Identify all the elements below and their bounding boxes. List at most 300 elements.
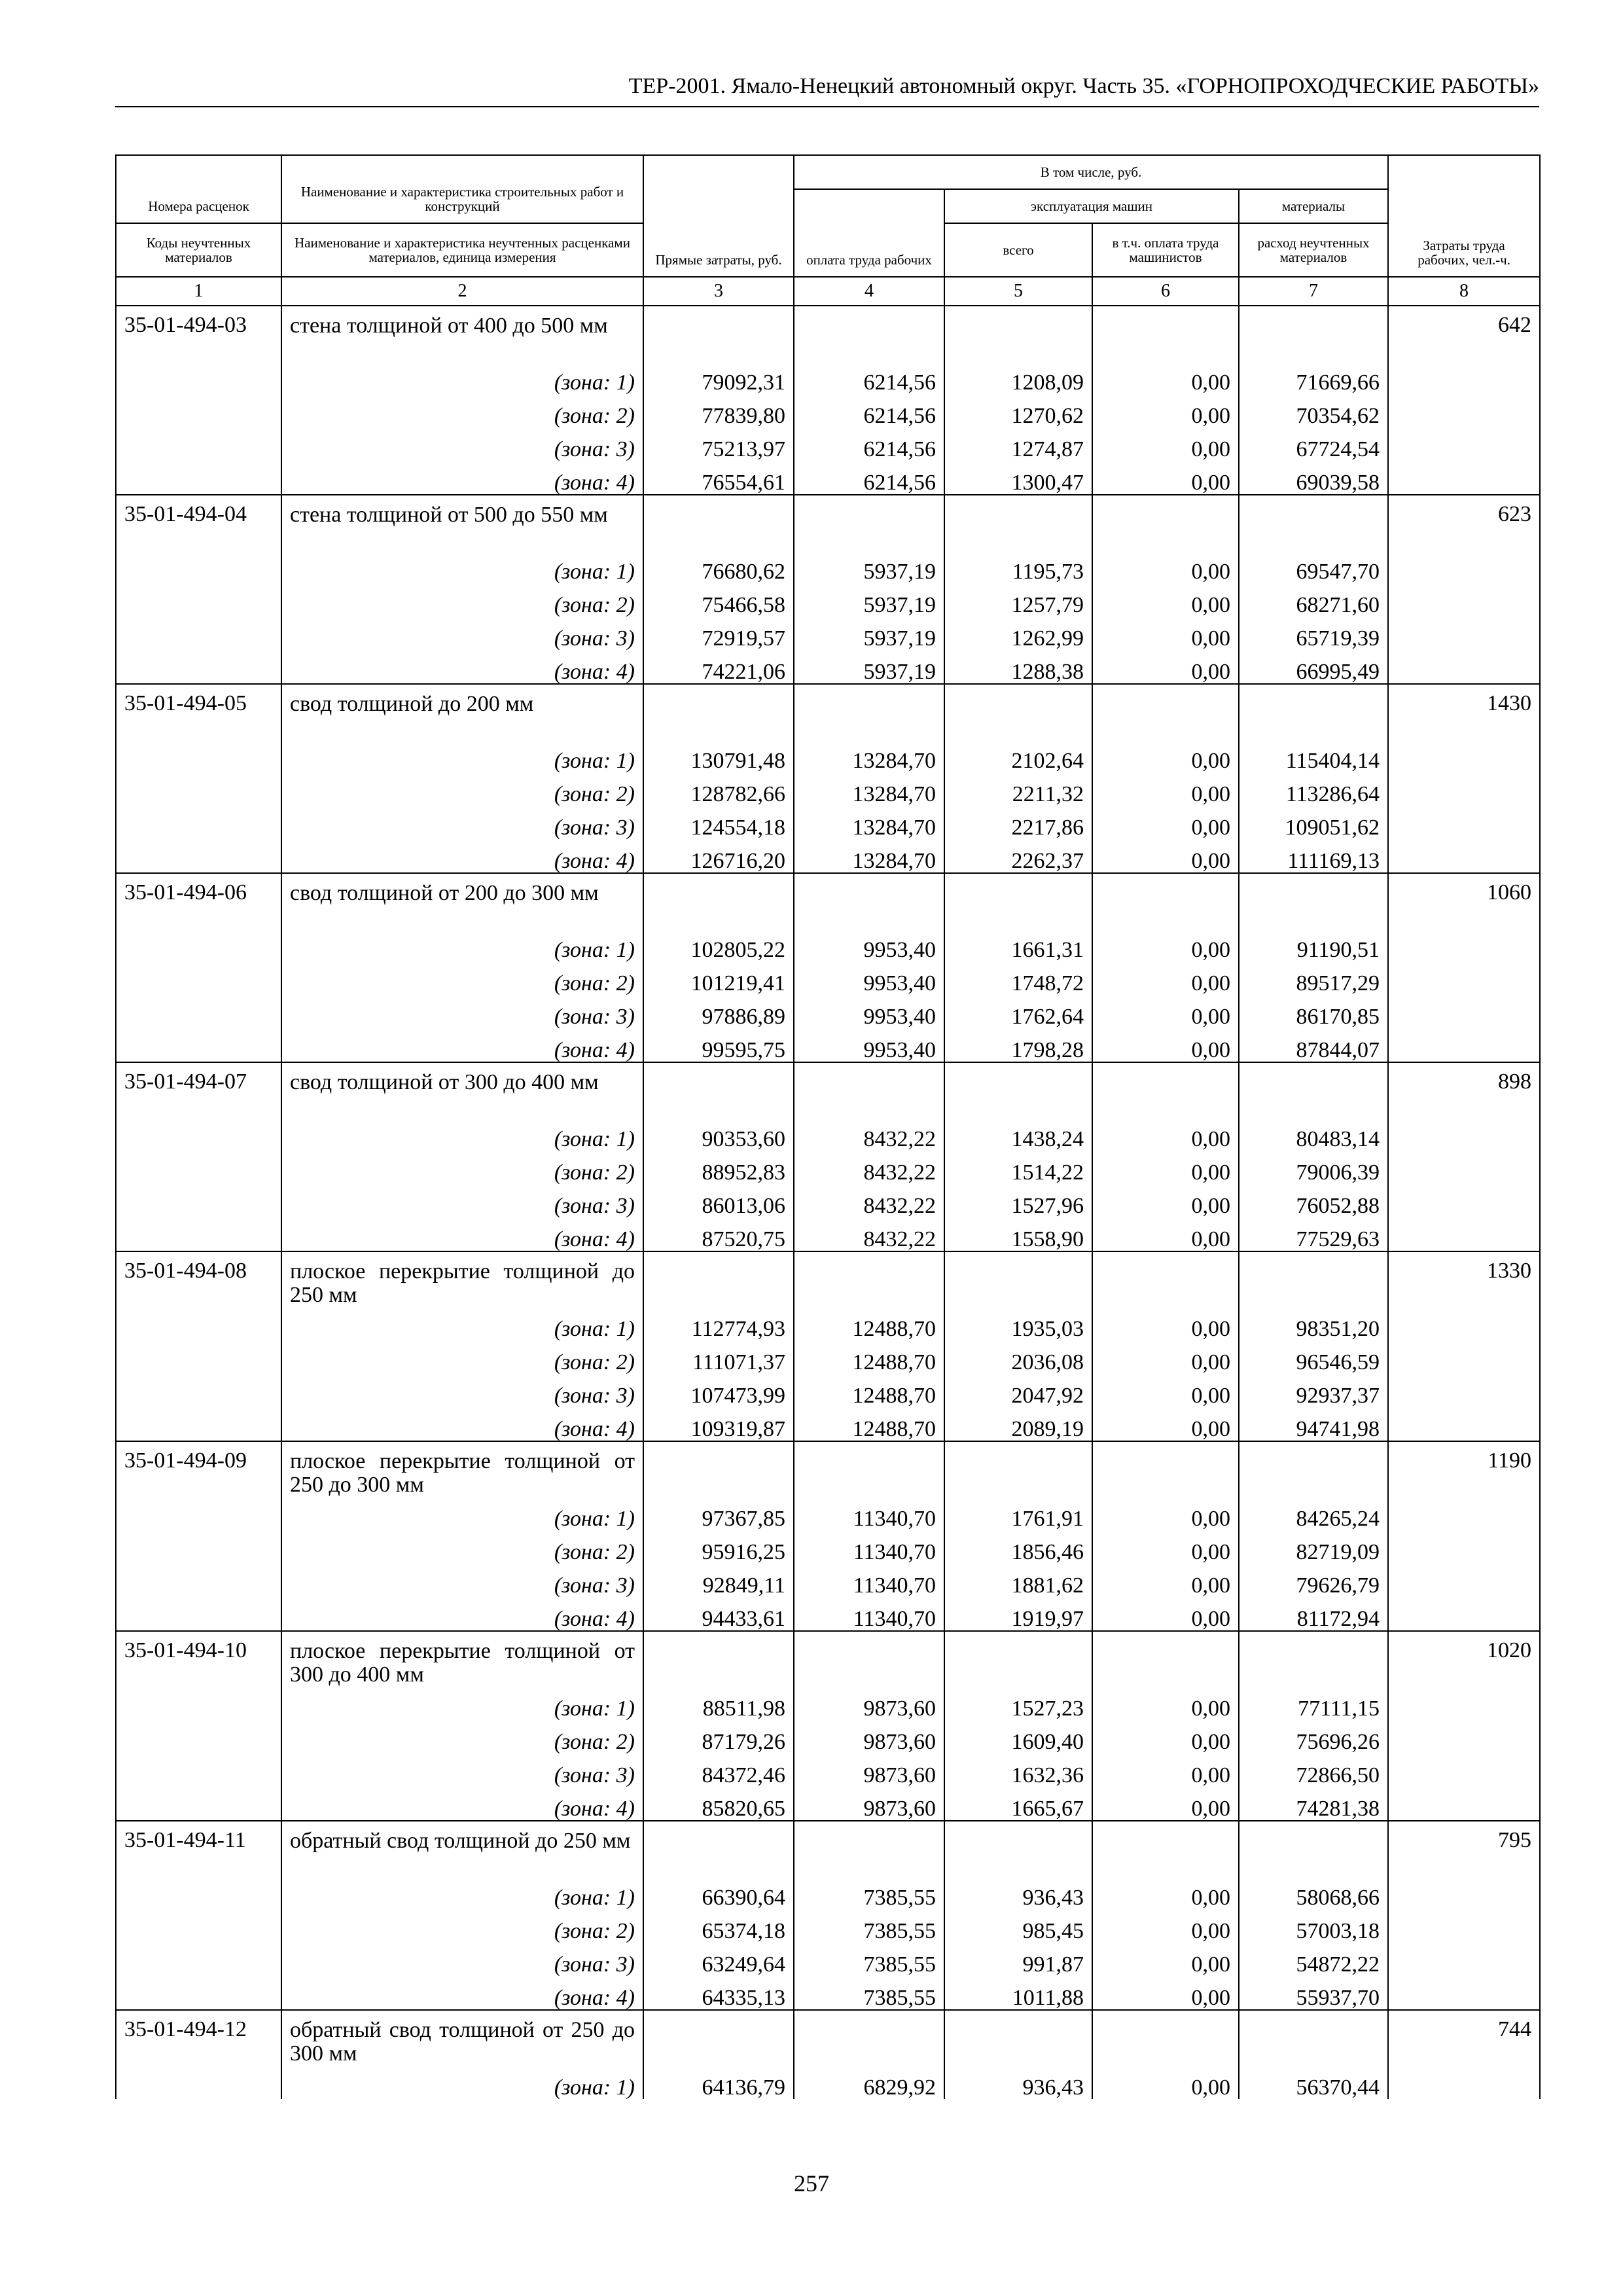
- operator-wages-cell: 0,00: [1092, 1597, 1239, 1631]
- column-number: 8: [1388, 277, 1540, 306]
- direct-costs-cell: 97367,85: [643, 1497, 794, 1530]
- worker-wages-cell: 9873,60: [794, 1687, 944, 1720]
- direct-costs-cell: 92849,11: [643, 1564, 794, 1597]
- operator-wages-cell: 0,00: [1092, 1753, 1239, 1787]
- direct-costs-cell: 75466,58: [643, 583, 794, 617]
- direct-costs-cell: 87179,26: [643, 1720, 794, 1753]
- table-header: [116, 155, 1540, 306]
- operator-wages-cell: 0,00: [1092, 427, 1239, 461]
- worker-wages-cell: 8432,22: [794, 1151, 944, 1184]
- operator-wages-cell: 0,00: [1092, 1876, 1239, 1909]
- operator-wages-cell: 0,00: [1092, 928, 1239, 961]
- zone-label: (зона: 4): [281, 839, 643, 873]
- column-number: 5: [944, 277, 1092, 306]
- materials-cell: 96546,59: [1239, 1340, 1388, 1374]
- machines-total-cell: 1661,31: [944, 928, 1092, 961]
- zone-label: (зона: 4): [281, 1976, 643, 2010]
- machines-total-cell: 1438,24: [944, 1117, 1092, 1151]
- direct-costs-cell: 76680,62: [643, 550, 794, 583]
- operator-wages-cell: 0,00: [1092, 394, 1239, 427]
- zone-row: [116, 1497, 1540, 1530]
- labor-costs-cell: 744: [1388, 2010, 1540, 2099]
- labor-costs-cell: 1020: [1388, 1631, 1540, 1821]
- worker-wages-cell: 8432,22: [794, 1184, 944, 1217]
- materials-cell: 82719,09: [1239, 1530, 1388, 1564]
- worker-wages-cell: 5937,19: [794, 617, 944, 650]
- labor-costs-cell: 642: [1388, 306, 1540, 495]
- zone-row: [116, 1753, 1540, 1787]
- zone-label: (зона: 2): [281, 961, 643, 995]
- materials-cell: 77111,15: [1239, 1687, 1388, 1720]
- header-unaccounted-materials: расход неучтенных материалов: [1239, 223, 1388, 277]
- worker-wages-cell: 5937,19: [794, 583, 944, 617]
- materials-cell: 65719,39: [1239, 617, 1388, 650]
- worker-wages-cell: 13284,70: [794, 772, 944, 806]
- column-number: 4: [794, 277, 944, 306]
- operator-wages-cell: 0,00: [1092, 1374, 1239, 1407]
- worker-wages-cell: 12488,70: [794, 1374, 944, 1407]
- worker-wages-cell: 7385,55: [794, 1909, 944, 1943]
- direct-costs-cell: 77839,80: [643, 394, 794, 427]
- zone-row: [116, 739, 1540, 772]
- direct-costs-cell: 72919,57: [643, 617, 794, 650]
- materials-cell: 67724,54: [1239, 427, 1388, 461]
- machines-total-cell: 2089,19: [944, 1407, 1092, 1441]
- machines-total-cell: 1527,96: [944, 1184, 1092, 1217]
- machines-total-cell: 1798,28: [944, 1028, 1092, 1062]
- machines-total-cell: 1262,99: [944, 617, 1092, 650]
- operator-wages-cell: 0,00: [1092, 1720, 1239, 1753]
- worker-wages-cell: 12488,70: [794, 1407, 944, 1441]
- zone-row: [116, 839, 1540, 873]
- direct-costs-cell: 74221,06: [643, 650, 794, 684]
- materials-cell: 68271,60: [1239, 583, 1388, 617]
- materials-cell: 84265,24: [1239, 1497, 1388, 1530]
- machines-total-cell: 1208,09: [944, 361, 1092, 394]
- rate-entry-row: [116, 873, 1540, 928]
- direct-costs-cell: 85820,65: [643, 1787, 794, 1821]
- worker-wages-cell: 6829,92: [794, 2066, 944, 2099]
- worker-wages-cell: 13284,70: [794, 739, 944, 772]
- machines-total-cell: 1665,67: [944, 1787, 1092, 1821]
- zone-label: (зона: 1): [281, 739, 643, 772]
- labor-costs-cell: 1060: [1388, 873, 1540, 1062]
- header-operator-wages: в т.ч. оплата труда машинистов: [1092, 223, 1239, 277]
- header-machine-operation: эксплуатация машин: [944, 189, 1239, 223]
- rate-title: обратный свод толщиной до 250 мм: [281, 1821, 643, 1876]
- rate-entry-row: [116, 2010, 1540, 2066]
- zone-row: [116, 1307, 1540, 1340]
- direct-costs-cell: 101219,41: [643, 961, 794, 995]
- zone-label: (зона: 3): [281, 995, 643, 1028]
- rate-title: свод толщиной от 300 до 400 мм: [281, 1062, 643, 1117]
- worker-wages-cell: 11340,70: [794, 1497, 944, 1530]
- worker-wages-cell: 9953,40: [794, 961, 944, 995]
- direct-costs-cell: 130791,48: [643, 739, 794, 772]
- rate-entry-row: [116, 306, 1540, 361]
- rate-entry-row: [116, 1631, 1540, 1687]
- zone-row: [116, 1976, 1540, 2010]
- direct-costs-cell: 84372,46: [643, 1753, 794, 1787]
- materials-cell: 111169,13: [1239, 839, 1388, 873]
- rate-title: стена толщиной от 400 до 500 мм: [281, 306, 643, 361]
- worker-wages-cell: 6214,56: [794, 461, 944, 495]
- header-work-name: Наименование и характеристика строительных работ и конструкций: [281, 155, 643, 223]
- worker-wages-cell: 8432,22: [794, 1217, 944, 1251]
- machines-total-cell: 1609,40: [944, 1720, 1092, 1753]
- machines-total-cell: 1288,38: [944, 650, 1092, 684]
- machines-total-cell: 2036,08: [944, 1340, 1092, 1374]
- direct-costs-cell: 111071,37: [643, 1340, 794, 1374]
- zone-label: (зона: 2): [281, 1909, 643, 1943]
- direct-costs-cell: 94433,61: [643, 1597, 794, 1631]
- materials-cell: 91190,51: [1239, 928, 1388, 961]
- zone-row: [116, 2066, 1540, 2099]
- materials-cell: 87844,07: [1239, 1028, 1388, 1062]
- direct-costs-cell: 107473,99: [643, 1374, 794, 1407]
- operator-wages-cell: 0,00: [1092, 650, 1239, 684]
- rate-code: 35-01-494-10: [116, 1631, 281, 1821]
- zone-row: [116, 961, 1540, 995]
- operator-wages-cell: 0,00: [1092, 1687, 1239, 1720]
- rate-entry-row: [116, 1251, 1540, 1307]
- materials-cell: 72866,50: [1239, 1753, 1388, 1787]
- operator-wages-cell: 0,00: [1092, 1943, 1239, 1976]
- zone-row: [116, 1340, 1540, 1374]
- zone-label: (зона: 4): [281, 650, 643, 684]
- operator-wages-cell: 0,00: [1092, 1307, 1239, 1340]
- rate-entry-row: [116, 1821, 1540, 1876]
- zone-row: [116, 1787, 1540, 1821]
- direct-costs-cell: 64335,13: [643, 1976, 794, 2010]
- materials-cell: 80483,14: [1239, 1117, 1388, 1151]
- materials-cell: 71669,66: [1239, 361, 1388, 394]
- worker-wages-cell: 6214,56: [794, 427, 944, 461]
- materials-cell: 75696,26: [1239, 1720, 1388, 1753]
- zone-row: [116, 1184, 1540, 1217]
- machines-total-cell: 936,43: [944, 2066, 1092, 2099]
- zone-label: (зона: 2): [281, 1151, 643, 1184]
- rate-code: 35-01-494-05: [116, 684, 281, 873]
- operator-wages-cell: 0,00: [1092, 961, 1239, 995]
- materials-cell: 57003,18: [1239, 1909, 1388, 1943]
- operator-wages-cell: 0,00: [1092, 1407, 1239, 1441]
- operator-wages-cell: 0,00: [1092, 995, 1239, 1028]
- rate-title: обратный свод толщиной от 250 до 300 мм: [281, 2010, 643, 2066]
- rate-title: стена толщиной от 500 до 550 мм: [281, 495, 643, 550]
- direct-costs-cell: 97886,89: [643, 995, 794, 1028]
- machines-total-cell: 1919,97: [944, 1597, 1092, 1631]
- column-number: 6: [1092, 277, 1239, 306]
- zone-label: (зона: 1): [281, 1497, 643, 1530]
- header-materials: материалы: [1239, 189, 1388, 223]
- operator-wages-cell: 0,00: [1092, 2066, 1239, 2099]
- zone-label: (зона: 2): [281, 1340, 643, 1374]
- operator-wages-cell: 0,00: [1092, 1184, 1239, 1217]
- worker-wages-cell: 9953,40: [794, 1028, 944, 1062]
- operator-wages-cell: 0,00: [1092, 1151, 1239, 1184]
- direct-costs-cell: 63249,64: [643, 1943, 794, 1976]
- zone-row: [116, 461, 1540, 495]
- materials-cell: 79006,39: [1239, 1151, 1388, 1184]
- zone-label: (зона: 4): [281, 1597, 643, 1631]
- zone-label: (зона: 4): [281, 1787, 643, 1821]
- machines-total-cell: 1011,88: [944, 1976, 1092, 2010]
- rate-entry-row: [116, 495, 1540, 550]
- header-machines-total: всего: [944, 223, 1092, 277]
- materials-cell: 115404,14: [1239, 739, 1388, 772]
- zone-label: (зона: 2): [281, 1720, 643, 1753]
- column-number: 2: [281, 277, 643, 306]
- operator-wages-cell: 0,00: [1092, 617, 1239, 650]
- direct-costs-cell: 95916,25: [643, 1530, 794, 1564]
- machines-total-cell: 2102,64: [944, 739, 1092, 772]
- direct-costs-cell: 64136,79: [643, 2066, 794, 2099]
- operator-wages-cell: 0,00: [1092, 806, 1239, 839]
- machines-total-cell: 1514,22: [944, 1151, 1092, 1184]
- materials-cell: 109051,62: [1239, 806, 1388, 839]
- worker-wages-cell: 6214,56: [794, 394, 944, 427]
- zone-label: (зона: 1): [281, 1876, 643, 1909]
- worker-wages-cell: 9953,40: [794, 995, 944, 1028]
- labor-costs-cell: 623: [1388, 495, 1540, 684]
- zone-label: (зона: 1): [281, 1307, 643, 1340]
- header-labor-costs: Затраты труда рабочих, чел.-ч.: [1388, 155, 1540, 277]
- zone-row: [116, 806, 1540, 839]
- running-header: [115, 71, 1539, 107]
- operator-wages-cell: 0,00: [1092, 1217, 1239, 1251]
- page-number: 257: [794, 2170, 829, 2197]
- zone-label: (зона: 4): [281, 461, 643, 495]
- worker-wages-cell: 11340,70: [794, 1530, 944, 1564]
- operator-wages-cell: 0,00: [1092, 1117, 1239, 1151]
- rate-title: свод толщиной до 200 мм: [281, 684, 643, 739]
- zone-row: [116, 1876, 1540, 1909]
- direct-costs-cell: 109319,87: [643, 1407, 794, 1441]
- zone-row: [116, 361, 1540, 394]
- zone-row: [116, 1909, 1540, 1943]
- direct-costs-cell: 128782,66: [643, 772, 794, 806]
- direct-costs-cell: 99595,75: [643, 1028, 794, 1062]
- direct-costs-cell: 65374,18: [643, 1909, 794, 1943]
- machines-total-cell: 1632,36: [944, 1753, 1092, 1787]
- machines-total-cell: 985,45: [944, 1909, 1092, 1943]
- labor-costs-cell: 1330: [1388, 1251, 1540, 1441]
- operator-wages-cell: 0,00: [1092, 461, 1239, 495]
- zone-label: (зона: 3): [281, 1374, 643, 1407]
- rate-entry-row: [116, 684, 1540, 739]
- operator-wages-cell: 0,00: [1092, 1497, 1239, 1530]
- zone-row: [116, 1564, 1540, 1597]
- zone-row: [116, 772, 1540, 806]
- direct-costs-cell: 75213,97: [643, 427, 794, 461]
- worker-wages-cell: 12488,70: [794, 1307, 944, 1340]
- operator-wages-cell: 0,00: [1092, 583, 1239, 617]
- rate-code: 35-01-494-11: [116, 1821, 281, 2010]
- direct-costs-cell: 88511,98: [643, 1687, 794, 1720]
- zone-label: (зона: 2): [281, 1530, 643, 1564]
- operator-wages-cell: 0,00: [1092, 739, 1239, 772]
- header-material-codes: Коды неучтенных материалов: [116, 223, 281, 277]
- operator-wages-cell: 0,00: [1092, 1530, 1239, 1564]
- materials-cell: 69039,58: [1239, 461, 1388, 495]
- worker-wages-cell: 9873,60: [794, 1720, 944, 1753]
- materials-cell: 74281,38: [1239, 1787, 1388, 1821]
- zone-label: (зона: 2): [281, 583, 643, 617]
- zone-label: (зона: 1): [281, 2066, 643, 2099]
- table-body: [116, 306, 1540, 2099]
- operator-wages-cell: 0,00: [1092, 839, 1239, 873]
- direct-costs-cell: 126716,20: [643, 839, 794, 873]
- zone-row: [116, 1028, 1540, 1062]
- rate-title: плоское перекрытие толщиной до 250 мм: [281, 1251, 643, 1307]
- zone-row: [116, 995, 1540, 1028]
- direct-costs-cell: 90353,60: [643, 1117, 794, 1151]
- operator-wages-cell: 0,00: [1092, 1787, 1239, 1821]
- machines-total-cell: 2262,37: [944, 839, 1092, 873]
- materials-cell: 66995,49: [1239, 650, 1388, 684]
- machines-total-cell: 1856,46: [944, 1530, 1092, 1564]
- zone-row: [116, 617, 1540, 650]
- zone-label: (зона: 3): [281, 1564, 643, 1597]
- zone-label: (зона: 2): [281, 394, 643, 427]
- materials-cell: 69547,70: [1239, 550, 1388, 583]
- rates-table: [115, 154, 1541, 2099]
- zone-row: [116, 1597, 1540, 1631]
- zone-label: (зона: 1): [281, 1117, 643, 1151]
- worker-wages-cell: 11340,70: [794, 1564, 944, 1597]
- zone-label: (зона: 4): [281, 1407, 643, 1441]
- worker-wages-cell: 7385,55: [794, 1943, 944, 1976]
- materials-cell: 92937,37: [1239, 1374, 1388, 1407]
- labor-costs-cell: 1430: [1388, 684, 1540, 873]
- zone-label: (зона: 3): [281, 806, 643, 839]
- machines-total-cell: 1270,62: [944, 394, 1092, 427]
- rate-code: 35-01-494-06: [116, 873, 281, 1062]
- direct-costs-cell: 88952,83: [643, 1151, 794, 1184]
- direct-costs-cell: 86013,06: [643, 1184, 794, 1217]
- zone-label: (зона: 3): [281, 617, 643, 650]
- rate-code: 35-01-494-12: [116, 2010, 281, 2099]
- header-material-names: Наименование и характеристика неучтенных расценками материалов, единица измерения: [281, 223, 643, 277]
- materials-cell: 113286,64: [1239, 772, 1388, 806]
- direct-costs-cell: 66390,64: [643, 1876, 794, 1909]
- direct-costs-cell: 102805,22: [643, 928, 794, 961]
- materials-cell: 89517,29: [1239, 961, 1388, 995]
- worker-wages-cell: 5937,19: [794, 650, 944, 684]
- worker-wages-cell: 13284,70: [794, 839, 944, 873]
- zone-label: (зона: 3): [281, 427, 643, 461]
- worker-wages-cell: 9873,60: [794, 1787, 944, 1821]
- operator-wages-cell: 0,00: [1092, 1564, 1239, 1597]
- rate-code: 35-01-494-03: [116, 306, 281, 495]
- zone-row: [116, 1151, 1540, 1184]
- machines-total-cell: 2217,86: [944, 806, 1092, 839]
- zone-label: (зона: 3): [281, 1943, 643, 1976]
- worker-wages-cell: 9873,60: [794, 1753, 944, 1787]
- header-rate-number: Номера расценок: [116, 155, 281, 223]
- machines-total-cell: 1300,47: [944, 461, 1092, 495]
- materials-cell: 55937,70: [1239, 1976, 1388, 2010]
- labor-costs-cell: 795: [1388, 1821, 1540, 2010]
- zone-row: [116, 1407, 1540, 1441]
- operator-wages-cell: 0,00: [1092, 1340, 1239, 1374]
- worker-wages-cell: 5937,19: [794, 550, 944, 583]
- rate-code: 35-01-494-08: [116, 1251, 281, 1441]
- worker-wages-cell: 7385,55: [794, 1976, 944, 2010]
- zone-label: (зона: 1): [281, 928, 643, 961]
- materials-cell: 54872,22: [1239, 1943, 1388, 1976]
- column-number: 7: [1239, 277, 1388, 306]
- worker-wages-cell: 12488,70: [794, 1340, 944, 1374]
- worker-wages-cell: 9953,40: [794, 928, 944, 961]
- materials-cell: 94741,98: [1239, 1407, 1388, 1441]
- machines-total-cell: 991,87: [944, 1943, 1092, 1976]
- zone-label: (зона: 1): [281, 550, 643, 583]
- direct-costs-cell: 76554,61: [643, 461, 794, 495]
- materials-cell: 58068,66: [1239, 1876, 1388, 1909]
- header-worker-wages: оплата труда рабочих: [794, 189, 944, 277]
- labor-costs-cell: 1190: [1388, 1441, 1540, 1631]
- worker-wages-cell: 11340,70: [794, 1597, 944, 1631]
- rate-title: плоское перекрытие толщиной от 300 до 400 мм: [281, 1631, 643, 1687]
- machines-total-cell: 1881,62: [944, 1564, 1092, 1597]
- zone-label: (зона: 3): [281, 1184, 643, 1217]
- header-direct-costs: Прямые затраты, руб.: [643, 155, 794, 277]
- zone-row: [116, 427, 1540, 461]
- rate-code: 35-01-494-04: [116, 495, 281, 684]
- operator-wages-cell: 0,00: [1092, 550, 1239, 583]
- zone-row: [116, 1687, 1540, 1720]
- zone-label: (зона: 3): [281, 1753, 643, 1787]
- machines-total-cell: 1527,23: [944, 1687, 1092, 1720]
- rate-entry-row: [116, 1441, 1540, 1497]
- materials-cell: 56370,44: [1239, 2066, 1388, 2099]
- machines-total-cell: 1761,91: [944, 1497, 1092, 1530]
- worker-wages-cell: 13284,70: [794, 806, 944, 839]
- labor-costs-cell: 898: [1388, 1062, 1540, 1251]
- materials-cell: 98351,20: [1239, 1307, 1388, 1340]
- materials-cell: 86170,85: [1239, 995, 1388, 1028]
- worker-wages-cell: 6214,56: [794, 361, 944, 394]
- rate-code: 35-01-494-07: [116, 1062, 281, 1251]
- operator-wages-cell: 0,00: [1092, 772, 1239, 806]
- machines-total-cell: 1935,03: [944, 1307, 1092, 1340]
- zone-row: [116, 1217, 1540, 1251]
- direct-costs-cell: 79092,31: [643, 361, 794, 394]
- zone-label: (зона: 1): [281, 361, 643, 394]
- rate-entry-row: [116, 1062, 1540, 1117]
- zone-label: (зона: 4): [281, 1028, 643, 1062]
- machines-total-cell: 1257,79: [944, 583, 1092, 617]
- machines-total-cell: 2047,92: [944, 1374, 1092, 1407]
- rate-title: свод толщиной от 200 до 300 мм: [281, 873, 643, 928]
- machines-total-cell: 1762,64: [944, 995, 1092, 1028]
- machines-total-cell: 2211,32: [944, 772, 1092, 806]
- running-header-title: ТЕР-2001. Ямало-Ненецкий автономный округ. Часть 35. «ГОРНОПРОХОДЧЕСКИЕ РАБОТЫ»: [628, 74, 1539, 98]
- zone-label: (зона: 2): [281, 772, 643, 806]
- column-number: 1: [116, 277, 281, 306]
- zone-row: [116, 394, 1540, 427]
- materials-cell: 77529,63: [1239, 1217, 1388, 1251]
- column-number: 3: [643, 277, 794, 306]
- direct-costs-cell: 87520,75: [643, 1217, 794, 1251]
- zone-row: [116, 1530, 1540, 1564]
- operator-wages-cell: 0,00: [1092, 361, 1239, 394]
- zone-row: [116, 1374, 1540, 1407]
- zone-row: [116, 583, 1540, 617]
- zone-label: (зона: 4): [281, 1217, 643, 1251]
